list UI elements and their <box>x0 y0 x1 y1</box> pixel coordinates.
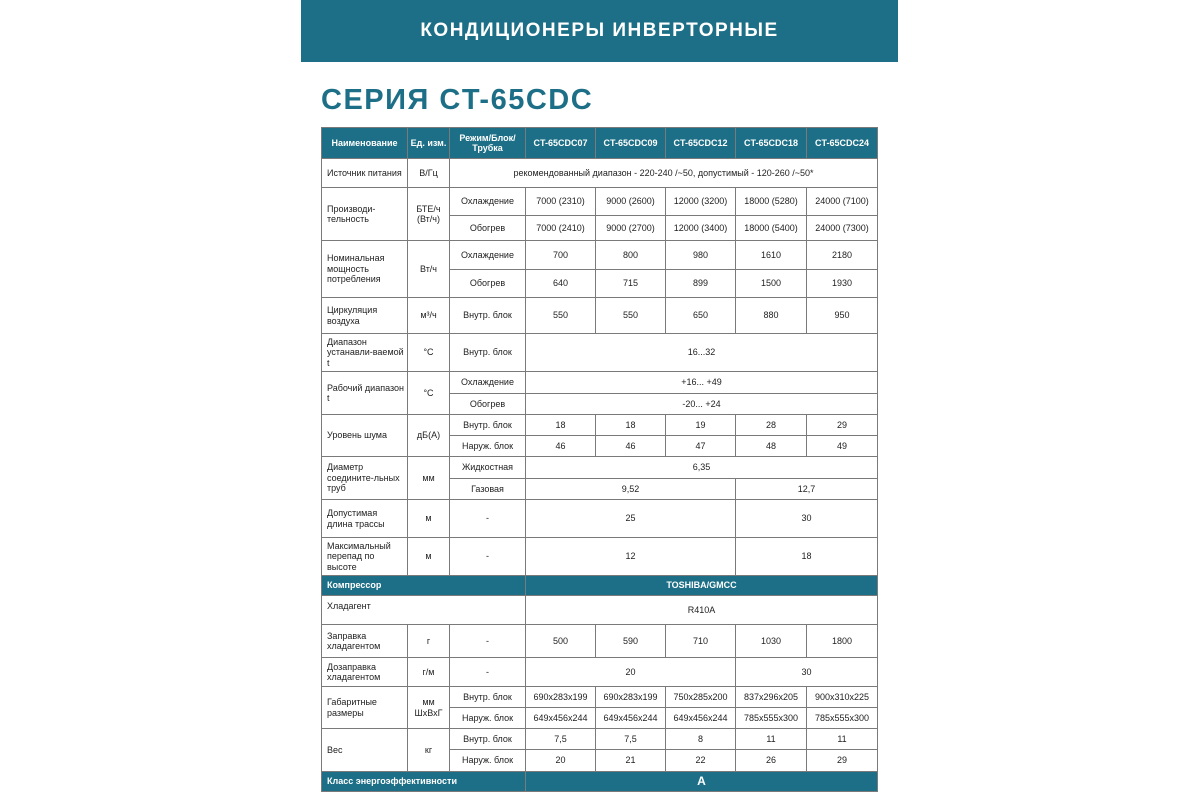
table-cell: 12,7 <box>736 479 878 500</box>
row-label: Вес <box>322 729 408 772</box>
row-mode: Наруж. блок <box>450 708 526 729</box>
row-mode: - <box>450 500 526 538</box>
table-cell: 649x456x244 <box>596 708 666 729</box>
table-cell: 46 <box>596 436 666 457</box>
row-label: Источник питания <box>322 159 408 188</box>
table-cell: 9,52 <box>526 479 736 500</box>
table-row <box>322 625 878 658</box>
table-cell: 21 <box>596 750 666 772</box>
table-cell: 26 <box>736 750 807 772</box>
table-cell: 9000 (2600) <box>596 188 666 216</box>
row-mode: - <box>450 538 526 576</box>
col-header-model: CT-65CDC12 <box>666 128 736 159</box>
table-cell: 22 <box>666 750 736 772</box>
row-label: Диапазон устанавли-ваемой t <box>322 334 408 372</box>
table-cell: 18 <box>596 415 666 436</box>
row-mode: - <box>450 658 526 687</box>
row-unit: м <box>408 500 450 538</box>
table-cell: 28 <box>736 415 807 436</box>
row-mode: Жидкостная <box>450 457 526 479</box>
table-cell: 550 <box>596 298 666 334</box>
banner-title: КОНДИЦИОНЕРЫ ИНВЕРТОРНЫЕ <box>420 20 779 41</box>
table-cell: 950 <box>807 298 878 334</box>
table-cell: 800 <box>596 241 666 270</box>
table-cell: 8 <box>666 729 736 750</box>
table-cell: 46 <box>526 436 596 457</box>
table-cell: 640 <box>526 270 596 298</box>
table-row <box>322 457 878 479</box>
table-cell: 30 <box>736 658 878 687</box>
table-row <box>322 687 878 708</box>
table-cell: 18 <box>526 415 596 436</box>
row-label: Рабочий диапазон t <box>322 372 408 415</box>
row-mode: Охлаждение <box>450 241 526 270</box>
row-mode: Внутр. блок <box>450 415 526 436</box>
table-cell: 899 <box>666 270 736 298</box>
table-cell: 1030 <box>736 625 807 658</box>
table-cell: 11 <box>736 729 807 750</box>
energy-class-badge: A <box>526 772 878 792</box>
row-label: Производи-тельность <box>322 188 408 241</box>
table-cell: 7,5 <box>526 729 596 750</box>
table-cell: 16...32 <box>526 334 878 372</box>
table-row <box>322 415 878 436</box>
table-cell: 785x555x300 <box>736 708 807 729</box>
table-cell: 550 <box>526 298 596 334</box>
table-cell: 19 <box>666 415 736 436</box>
table-cell: 1610 <box>736 241 807 270</box>
row-mode: Внутр. блок <box>450 729 526 750</box>
header-banner <box>301 0 898 62</box>
spec-sheet-page <box>301 0 898 800</box>
row-unit: Вт/ч <box>408 241 450 298</box>
row-unit: г <box>408 625 450 658</box>
table-row <box>322 159 878 188</box>
table-cell: 649x456x244 <box>666 708 736 729</box>
col-header-unit: Ед. изм. <box>408 128 450 159</box>
table-cell: -20... +24 <box>526 394 878 415</box>
row-mode: Внутр. блок <box>450 298 526 334</box>
row-mode: Охлаждение <box>450 372 526 394</box>
table-row <box>322 538 878 576</box>
row-label: Хладагент <box>322 596 526 625</box>
row-mode: Обогрев <box>450 270 526 298</box>
row-unit: дБ(А) <box>408 415 450 457</box>
col-header-mode: Режим/Блок/ Трубка <box>450 128 526 159</box>
table-cell: 1800 <box>807 625 878 658</box>
table-cell: 715 <box>596 270 666 298</box>
table-cell: 980 <box>666 241 736 270</box>
table-cell: 30 <box>736 500 878 538</box>
compressor-row <box>322 576 878 596</box>
row-mode: Обогрев <box>450 216 526 241</box>
col-header-model: CT-65CDC07 <box>526 128 596 159</box>
table-cell: 24000 (7300) <box>807 216 878 241</box>
table-cell: 650 <box>666 298 736 334</box>
row-unit: °C <box>408 334 450 372</box>
table-cell: 12 <box>526 538 736 576</box>
table-cell: R410A <box>526 596 878 625</box>
row-label: Класс энергоэффективности <box>322 772 526 792</box>
table-row <box>322 372 878 394</box>
energy-class-row <box>322 772 878 792</box>
table-cell: 837x296x205 <box>736 687 807 708</box>
table-cell: 785x555x300 <box>807 708 878 729</box>
row-label: Максимальный перепад по высоте <box>322 538 408 576</box>
row-mode: Охлаждение <box>450 188 526 216</box>
table-cell: 690x283x199 <box>526 687 596 708</box>
table-row <box>322 241 878 270</box>
col-header-model: CT-65CDC09 <box>596 128 666 159</box>
table-row <box>322 729 878 750</box>
row-label: Допустимая длина трассы <box>322 500 408 538</box>
table-row <box>322 596 878 625</box>
col-header-model: CT-65CDC18 <box>736 128 807 159</box>
table-cell: 29 <box>807 750 878 772</box>
table-row <box>322 658 878 687</box>
table-cell: 7000 (2310) <box>526 188 596 216</box>
table-cell: 1500 <box>736 270 807 298</box>
table-cell: 18 <box>736 538 878 576</box>
row-mode: Наруж. блок <box>450 750 526 772</box>
row-label: Дозаправка хладагентом <box>322 658 408 687</box>
table-cell: 49 <box>807 436 878 457</box>
row-mode: Газовая <box>450 479 526 500</box>
table-row <box>322 188 878 216</box>
table-cell: 12000 (3400) <box>666 216 736 241</box>
table-cell: 29 <box>807 415 878 436</box>
table-cell: TOSHIBA/GMCC <box>526 576 878 596</box>
row-unit: м³/ч <box>408 298 450 334</box>
table-cell: +16... +49 <box>526 372 878 394</box>
table-cell: рекомендованный диапазон - 220-240 /~50, допустимый - 120-260 /~50* <box>450 159 878 188</box>
table-row <box>322 500 878 538</box>
row-mode: Наруж. блок <box>450 436 526 457</box>
table-cell: 6,35 <box>526 457 878 479</box>
row-mode: Обогрев <box>450 394 526 415</box>
table-cell: 7000 (2410) <box>526 216 596 241</box>
row-label: Номинальная мощность потребления <box>322 241 408 298</box>
table-cell: 47 <box>666 436 736 457</box>
row-unit: мм <box>408 457 450 500</box>
table-cell: 7,5 <box>596 729 666 750</box>
row-unit: мм ШхВхГ <box>408 687 450 729</box>
spec-table <box>321 127 878 792</box>
col-header-name: Наименование <box>322 128 408 159</box>
row-unit: В/Гц <box>408 159 450 188</box>
table-header-row <box>322 128 878 159</box>
row-label: Циркуляция воздуха <box>322 298 408 334</box>
table-cell: 24000 (7100) <box>807 188 878 216</box>
row-unit: м <box>408 538 450 576</box>
table-row <box>322 334 878 372</box>
table-cell: 880 <box>736 298 807 334</box>
table-cell: 500 <box>526 625 596 658</box>
row-label: Диаметр соедините-льных труб <box>322 457 408 500</box>
table-row <box>322 298 878 334</box>
table-cell: 590 <box>596 625 666 658</box>
table-cell: 12000 (3200) <box>666 188 736 216</box>
table-cell: 18000 (5280) <box>736 188 807 216</box>
table-cell: 900x310x225 <box>807 687 878 708</box>
table-cell: 700 <box>526 241 596 270</box>
table-cell: 48 <box>736 436 807 457</box>
row-unit: г/м <box>408 658 450 687</box>
row-label: Уровень шума <box>322 415 408 457</box>
table-cell: 649x456x244 <box>526 708 596 729</box>
table-cell: 18000 (5400) <box>736 216 807 241</box>
series-title: СЕРИЯ CT-65CDC <box>321 84 594 116</box>
row-mode: Внутр. блок <box>450 687 526 708</box>
col-header-model: CT-65CDC24 <box>807 128 878 159</box>
table-cell: 20 <box>526 658 736 687</box>
row-label: Компрессор <box>322 576 526 596</box>
table-cell: 20 <box>526 750 596 772</box>
row-mode: - <box>450 625 526 658</box>
row-label: Заправка хладагентом <box>322 625 408 658</box>
table-cell: 690x283x199 <box>596 687 666 708</box>
table-cell: 710 <box>666 625 736 658</box>
table-cell: 11 <box>807 729 878 750</box>
table-cell: 25 <box>526 500 736 538</box>
row-unit: БТЕ/ч (Вт/ч) <box>408 188 450 241</box>
table-cell: 1930 <box>807 270 878 298</box>
row-label: Габаритные размеры <box>322 687 408 729</box>
row-mode: Внутр. блок <box>450 334 526 372</box>
row-unit: °C <box>408 372 450 415</box>
table-cell: 2180 <box>807 241 878 270</box>
table-cell: 750x285x200 <box>666 687 736 708</box>
table-cell: 9000 (2700) <box>596 216 666 241</box>
row-unit: кг <box>408 729 450 772</box>
